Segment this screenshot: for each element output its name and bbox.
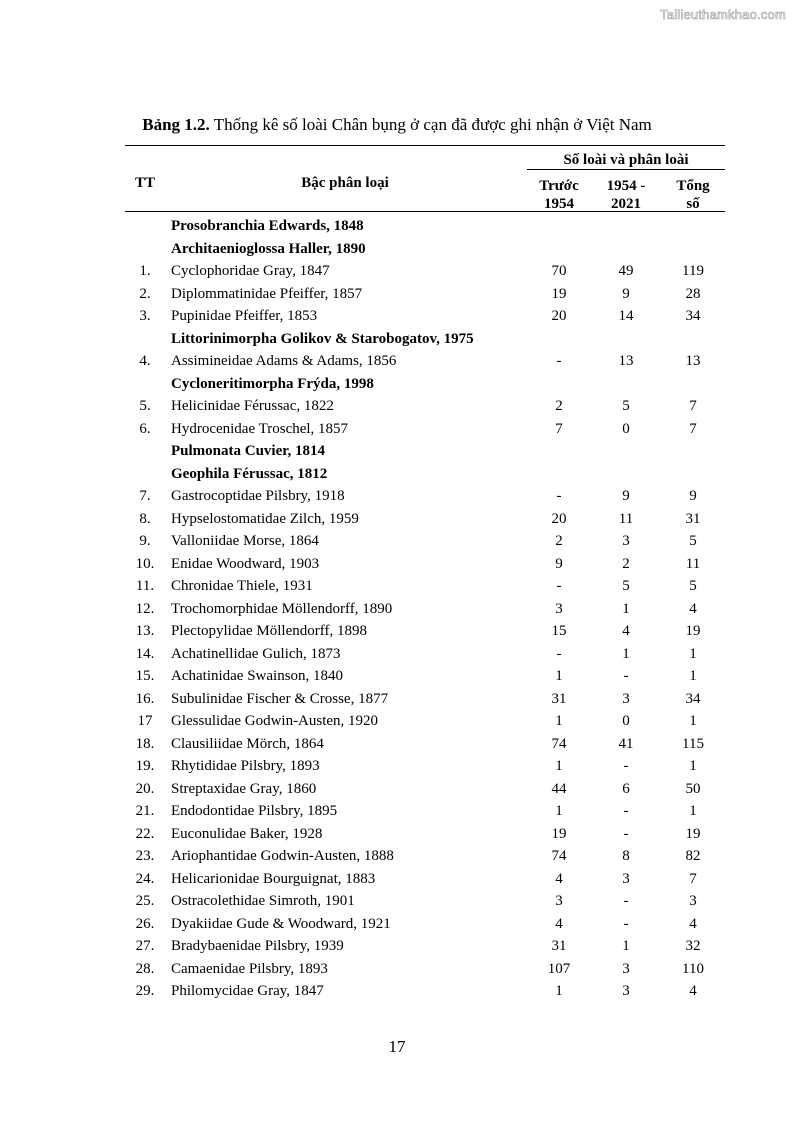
row-number: 24. bbox=[135, 870, 155, 887]
watermark-text: Tailieuthamkhao.com bbox=[660, 7, 786, 22]
count-total: 119 bbox=[682, 263, 704, 279]
count-1954-2021: - bbox=[623, 668, 629, 684]
count-before-1954: - bbox=[556, 645, 562, 662]
row-number: 3. bbox=[139, 308, 151, 324]
count-1954-2021: 13 bbox=[618, 353, 634, 369]
count-total: 1 bbox=[689, 645, 697, 662]
family-name: Plectopylidae Möllendorff, 1898 bbox=[171, 623, 367, 639]
count-total: 1 bbox=[689, 713, 697, 729]
count-before-1954: - bbox=[556, 578, 562, 594]
count-total: 4 bbox=[689, 983, 697, 999]
count-1954-2021: 5 bbox=[622, 398, 630, 414]
count-1954-2021: 6 bbox=[622, 780, 630, 797]
family-name: Dyakiidae Gude & Woodward, 1921 bbox=[171, 915, 391, 932]
count-total: 3 bbox=[689, 893, 697, 909]
row-number: 12. bbox=[135, 600, 155, 617]
count-total: 13 bbox=[685, 353, 701, 369]
count-before-1954: 31 bbox=[551, 938, 567, 954]
taxon-group-row bbox=[0, 215, 794, 238]
row-number: 11. bbox=[135, 578, 155, 594]
family-name: Subulinidae Fischer & Crosse, 1877 bbox=[171, 690, 389, 707]
family-name: Chronidae Thiele, 1931 bbox=[171, 578, 313, 594]
family-name: Glessulidae Godwin-Austen, 1920 bbox=[171, 713, 379, 729]
count-total: 28 bbox=[685, 285, 701, 302]
count-1954-2021: 8 bbox=[622, 848, 630, 864]
table-body bbox=[0, 215, 794, 1003]
count-before-1954: - bbox=[556, 353, 562, 369]
count-total: 34 bbox=[685, 690, 701, 707]
count-1954-2021: 3 bbox=[622, 533, 630, 549]
row-number: 27. bbox=[135, 938, 155, 954]
count-before-1954: 1 bbox=[555, 983, 563, 999]
table-row bbox=[0, 260, 794, 283]
count-before-1954: 20 bbox=[551, 510, 567, 527]
row-number: 16. bbox=[135, 690, 155, 707]
table-caption bbox=[0, 114, 794, 136]
row-number: 7. bbox=[139, 488, 151, 504]
count-total: 31 bbox=[685, 510, 701, 527]
count-1954-2021: 14 bbox=[618, 308, 634, 324]
family-name: Diplommatinidae Pfeiffer, 1857 bbox=[171, 285, 363, 302]
count-total: 1 bbox=[689, 758, 697, 774]
table-row bbox=[0, 935, 794, 958]
table-row bbox=[0, 890, 794, 913]
count-1954-2021: - bbox=[623, 915, 629, 932]
family-name: Bradybaenidae Pilsbry, 1939 bbox=[171, 938, 344, 954]
row-number: 2. bbox=[139, 285, 151, 302]
table-top-rule bbox=[125, 145, 725, 146]
table-row bbox=[0, 823, 794, 846]
count-1954-2021: 41 bbox=[618, 735, 634, 752]
row-number: 29. bbox=[135, 983, 155, 999]
count-before-1954: 2 bbox=[555, 398, 563, 414]
family-name: Ostracolethidae Simroth, 1901 bbox=[171, 893, 355, 909]
row-number: 9. bbox=[139, 533, 151, 549]
count-total: 7 bbox=[689, 420, 697, 437]
table-row bbox=[0, 575, 794, 598]
table-row bbox=[0, 913, 794, 936]
count-total: 4 bbox=[689, 600, 697, 617]
count-total: 32 bbox=[685, 938, 701, 954]
count-1954-2021: 4 bbox=[622, 623, 630, 639]
table-row bbox=[0, 845, 794, 868]
count-total: 7 bbox=[689, 870, 697, 887]
taxon-group-row bbox=[0, 463, 794, 486]
count-total: 110 bbox=[682, 960, 704, 977]
family-name: Streptaxidae Gray, 1860 bbox=[171, 780, 317, 797]
count-1954-2021: 1 bbox=[622, 938, 630, 954]
count-before-1954: 15 bbox=[551, 623, 567, 639]
table-row bbox=[0, 553, 794, 576]
count-before-1954: 19 bbox=[551, 285, 567, 302]
family-name: Gastrocoptidae Pilsbry, 1918 bbox=[171, 488, 345, 504]
count-before-1954: 44 bbox=[551, 780, 567, 797]
count-before-1954: 1 bbox=[555, 713, 563, 729]
taxon-group-name: Cycloneritimorpha Frýda, 1998 bbox=[171, 375, 374, 392]
taxon-group-name: Prosobranchia Edwards, 1848 bbox=[171, 218, 364, 234]
table-row bbox=[0, 508, 794, 531]
family-name: Endodontidae Pilsbry, 1895 bbox=[171, 803, 338, 819]
taxon-group-name: Littorinimorpha Golikov & Starobogatov, 1975 bbox=[171, 330, 474, 347]
count-before-1954: 19 bbox=[551, 825, 567, 842]
row-number: 25. bbox=[135, 893, 155, 909]
header-taxon: Bậc phân loại bbox=[301, 175, 389, 191]
taxon-group-row bbox=[0, 373, 794, 396]
count-total: 1 bbox=[689, 803, 697, 819]
header-tt: TT bbox=[134, 175, 155, 191]
table-row bbox=[0, 350, 794, 373]
family-name: Hydrocenidae Troschel, 1857 bbox=[171, 420, 349, 437]
row-number: 22. bbox=[135, 825, 155, 842]
count-before-1954: 74 bbox=[551, 735, 567, 752]
count-1954-2021: 11 bbox=[618, 510, 634, 527]
table-row bbox=[0, 778, 794, 801]
table-row bbox=[0, 980, 794, 1003]
count-total: 82 bbox=[685, 848, 701, 864]
count-1954-2021: 3 bbox=[622, 960, 630, 977]
family-name: Helicarionidae Bourguignat, 1883 bbox=[171, 870, 376, 887]
header-before-1954-line2: 1954 bbox=[544, 196, 574, 212]
count-before-1954: 74 bbox=[551, 848, 567, 864]
count-before-1954: 1 bbox=[555, 803, 563, 819]
count-total: 50 bbox=[685, 780, 701, 797]
table-row bbox=[0, 643, 794, 666]
count-before-1954: 7 bbox=[555, 420, 563, 437]
family-name: Rhytididae Pilsbry, 1893 bbox=[171, 758, 320, 774]
table-row bbox=[0, 710, 794, 733]
table-caption-text: Thống kê số loài Chân bụng ở cạn đã được ghi nhận ở Việt Nam bbox=[209, 115, 652, 134]
count-before-1954: 4 bbox=[555, 915, 563, 932]
family-name: Assimineidae Adams & Adams, 1856 bbox=[171, 353, 397, 369]
header-1954-2021-line1: 1954 - bbox=[606, 178, 646, 194]
taxon-group-row bbox=[0, 440, 794, 463]
count-1954-2021: 9 bbox=[622, 488, 630, 504]
table-row bbox=[0, 688, 794, 711]
row-number: 17 bbox=[137, 713, 153, 729]
table-row bbox=[0, 485, 794, 508]
count-total: 1 bbox=[689, 668, 697, 684]
count-total: 7 bbox=[689, 398, 697, 414]
count-total: 19 bbox=[685, 825, 701, 842]
table-row bbox=[0, 283, 794, 306]
table-row bbox=[0, 620, 794, 643]
header-total-line2: số bbox=[686, 196, 700, 212]
header-1954-2021-line2: 2021 bbox=[611, 196, 641, 212]
taxon-group-row bbox=[0, 328, 794, 351]
taxon-group-name: Geophila Férussac, 1812 bbox=[171, 465, 328, 482]
count-total: 9 bbox=[689, 488, 697, 504]
count-before-1954: 3 bbox=[555, 893, 563, 909]
count-before-1954: 107 bbox=[547, 960, 571, 977]
taxon-group-name: Architaenioglossa Haller, 1890 bbox=[171, 240, 366, 257]
family-name: Camaenidae Pilsbry, 1893 bbox=[171, 960, 328, 977]
family-name: Cyclophoridae Gray, 1847 bbox=[171, 263, 330, 279]
family-name: Euconulidae Baker, 1928 bbox=[171, 825, 323, 842]
count-total: 115 bbox=[682, 735, 704, 752]
count-1954-2021: 3 bbox=[622, 870, 630, 887]
count-before-1954: 31 bbox=[551, 690, 567, 707]
count-before-1954: 1 bbox=[555, 758, 563, 774]
count-before-1954: 70 bbox=[551, 263, 567, 279]
row-number: 14. bbox=[135, 645, 155, 662]
header-group-rule bbox=[527, 169, 725, 170]
page-number: 17 bbox=[388, 1037, 406, 1056]
count-total: 5 bbox=[689, 578, 697, 594]
family-name: Enidae Woodward, 1903 bbox=[171, 555, 320, 572]
count-1954-2021: - bbox=[623, 825, 629, 842]
count-before-1954: 20 bbox=[551, 308, 567, 324]
count-1954-2021: - bbox=[623, 893, 629, 909]
count-before-1954: 9 bbox=[555, 555, 563, 572]
taxon-group-name: Pulmonata Cuvier, 1814 bbox=[171, 443, 326, 459]
count-1954-2021: 3 bbox=[622, 690, 630, 707]
header-before-1954-line1: Trước bbox=[539, 178, 579, 194]
family-name: Valloniidae Morse, 1864 bbox=[171, 533, 319, 549]
count-total: 5 bbox=[689, 533, 697, 549]
table-row bbox=[0, 305, 794, 328]
count-total: 4 bbox=[689, 915, 697, 932]
count-before-1954: 2 bbox=[555, 533, 563, 549]
row-number: 15. bbox=[135, 668, 155, 684]
family-name: Achatinellidae Gulich, 1873 bbox=[171, 645, 341, 662]
count-1954-2021: 9 bbox=[622, 285, 630, 302]
taxon-group-row bbox=[0, 238, 794, 261]
family-name: Philomycidae Gray, 1847 bbox=[171, 983, 324, 999]
table-row bbox=[0, 755, 794, 778]
family-name: Achatinidae Swainson, 1840 bbox=[171, 668, 344, 684]
table-row bbox=[0, 800, 794, 823]
row-number: 10. bbox=[135, 555, 155, 572]
family-name: Helicinidae Férussac, 1822 bbox=[171, 398, 334, 414]
row-number: 23. bbox=[135, 848, 155, 864]
row-number: 13. bbox=[135, 623, 155, 639]
row-number: 18. bbox=[135, 735, 155, 752]
family-name: Pupinidae Pfeiffer, 1853 bbox=[171, 308, 318, 324]
table-row bbox=[0, 598, 794, 621]
header-total bbox=[664, 177, 722, 213]
table-row bbox=[0, 530, 794, 553]
count-1954-2021: 1 bbox=[622, 645, 630, 662]
row-number: 19. bbox=[135, 758, 155, 774]
count-total: 34 bbox=[685, 308, 701, 324]
table-row bbox=[0, 868, 794, 891]
header-species-group: Số loài và phân loài bbox=[563, 152, 689, 168]
count-1954-2021: 0 bbox=[622, 713, 630, 729]
table-row bbox=[0, 665, 794, 688]
family-name: Hypselostomatidae Zilch, 1959 bbox=[171, 510, 359, 527]
header-1954-2021 bbox=[597, 177, 655, 213]
count-1954-2021: 2 bbox=[622, 555, 630, 572]
header-total-line1: Tổng bbox=[676, 178, 710, 194]
count-1954-2021: 0 bbox=[622, 420, 630, 437]
count-before-1954: 1 bbox=[555, 668, 563, 684]
table-row bbox=[0, 958, 794, 981]
row-number: 21. bbox=[135, 803, 155, 819]
table-row bbox=[0, 418, 794, 441]
row-number: 4. bbox=[139, 353, 151, 369]
table-caption-label: Bảng 1.2. bbox=[142, 115, 210, 134]
count-1954-2021: 49 bbox=[618, 263, 634, 279]
family-name: Trochomorphidae Möllendorff, 1890 bbox=[171, 600, 393, 617]
count-1954-2021: - bbox=[623, 758, 629, 774]
family-name: Ariophantidae Godwin-Austen, 1888 bbox=[171, 848, 394, 864]
row-number: 8. bbox=[139, 510, 151, 527]
count-before-1954: - bbox=[556, 488, 562, 504]
count-total: 19 bbox=[685, 623, 701, 639]
table-row bbox=[0, 733, 794, 756]
count-total: 11 bbox=[685, 555, 701, 572]
count-1954-2021: - bbox=[623, 803, 629, 819]
row-number: 5. bbox=[139, 398, 151, 414]
count-before-1954: 3 bbox=[555, 600, 563, 617]
count-1954-2021: 3 bbox=[622, 983, 630, 999]
family-name: Clausiliidae Mörch, 1864 bbox=[171, 735, 324, 752]
row-number: 20. bbox=[135, 780, 155, 797]
count-1954-2021: 5 bbox=[622, 578, 630, 594]
row-number: 28. bbox=[135, 960, 155, 977]
count-before-1954: 4 bbox=[555, 870, 563, 887]
row-number: 1. bbox=[139, 263, 151, 279]
header-before-1954 bbox=[530, 177, 588, 213]
row-number: 26. bbox=[135, 915, 155, 932]
count-1954-2021: 1 bbox=[622, 600, 630, 617]
row-number: 6. bbox=[139, 420, 151, 437]
table-row bbox=[0, 395, 794, 418]
